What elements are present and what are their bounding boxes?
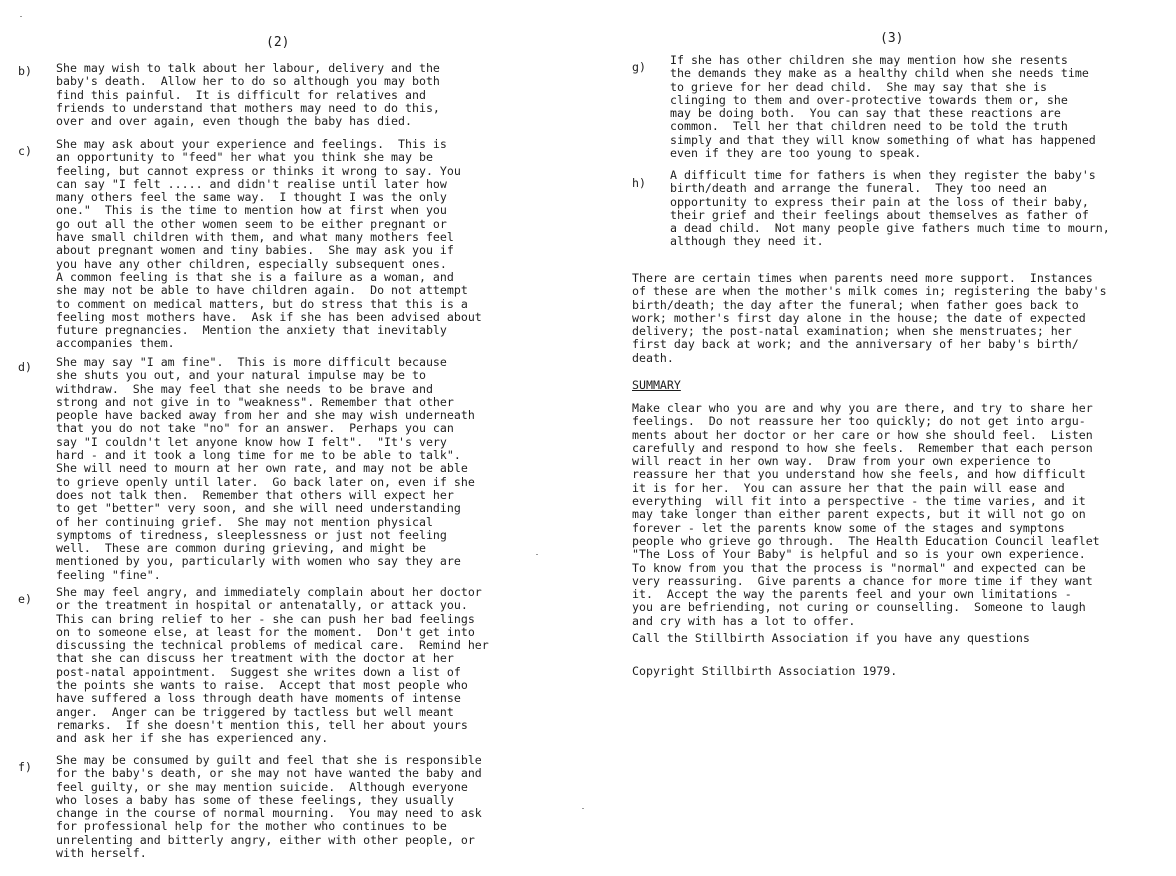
item-h-text [670,169,1110,249]
text-line: of these are when the mother's milk comes in; registering the baby's [632,284,1107,299]
text-line: This can bring relief to her - she can push her bad feelings [56,611,475,626]
call-line [632,632,1030,645]
text-line: forever - let the parents know some of the stages and symptons [632,520,1065,535]
text-line: even if they are too young to speak. [670,146,922,161]
item-marker: e) [18,592,32,606]
text-line: A common feeling is that she is a failure as a woman, and [56,269,454,284]
text-line: to grieve for her dead child. She may say that she is [670,79,1047,94]
text-line: birth/death and arrange the funeral. They too need an [670,181,1047,196]
item-c-text [56,138,482,351]
text-line: feeling most mothers have. Ask if she has been advised about [56,309,482,324]
text-line: a dead child. Not many people give fathers much time to mourn, [670,221,1110,236]
text-line: discussing the technical problems of medical care. Remind her [56,638,489,653]
text-line: symptoms of tiredness, sleeplessness or just not feeling [56,527,447,542]
text-line: to get "better" very soon, and she will need understanding [56,501,461,516]
text-line: hard - and it took a long time for me to be able to talk". [56,448,461,463]
text-line: unrelenting and bitterly angry, either with other people, or [56,832,475,847]
text-line: you are befriending, not curing or counselling. Someone to laugh [632,600,1086,615]
text-line: future pregnancies. Mention the anxiety that inevitably [56,323,447,338]
text-line: go out all the other women seem to be either pregnant or [56,216,447,231]
text-line: first day back at work; and the anniversary of her baby's birth/ [632,337,1079,352]
text-line: about pregnant women and tiny babies. She may ask you if [56,243,454,258]
item-g-text [670,54,1096,160]
text-line: "The Loss of Your Baby" is helpful and so is your own experience. [632,547,1086,562]
text-line: will react in her own way. Draw from your own experience to [632,454,1051,469]
text-line: with herself. [56,846,147,861]
text-line: people have backed away from her and she may wish underneath [56,408,475,423]
text-line: many others feel the same way. I thought I was the only [56,190,447,205]
text-line: She may ask about your experience and feelings. This is [56,137,447,151]
item-b-text [56,62,440,128]
item-marker: g) [632,60,646,74]
left-page-number: (2) [266,35,290,50]
text-line: to comment on medical matters, but do stress that this is a [56,296,468,311]
text-line: A difficult time for fathers is when they register the baby's [670,168,1096,182]
text-line: birth/death; the day after the funeral; when father goes back to [632,297,1079,312]
text-line: well. These are common during grieving, and might be [56,541,426,556]
text-line: baby's death. Allow her to do so although you may both [56,74,440,89]
text-line: the demands they make as a healthy child when she needs time [670,66,1089,81]
text-line: feel guilty, or she may mention suicide. Although everyone [56,779,468,794]
text-line: feelings. Do not reassure her too quickly; do not get into argu- [632,414,1086,429]
text-line: of her continuing grief. She may not mention physical [56,514,433,529]
copyright-line [632,665,897,678]
text-line: She may wish to talk about her labour, delivery and the [56,61,440,75]
text-line: on to someone else, at least for the moment. Don't get into [56,624,475,639]
text-line: one." This is the time to mention how at first when you [56,203,447,218]
text-line: for professional help for the mother who continues to be [56,819,447,834]
text-line: may take longer than either parent expects, but it will not go on [632,507,1086,522]
item-e-text [56,586,489,746]
text-line: clinging to them and over-protective towards them or, she [670,92,1068,107]
text-line: Make clear who you are and why you are there, and try to share her [632,401,1093,415]
text-line: opportunity to express their pain at the loss of their baby, [670,194,1089,209]
scan-speck [582,808,584,809]
scan-speck [20,16,22,17]
text-line: mentioned by you, particularly with women who say they are [56,554,461,569]
text-line: She may say "I am fine". This is more difficult because [56,355,447,369]
text-line: it is for her. You can assure her that the pain will ease and [632,480,1065,495]
item-marker: f) [18,760,32,774]
item-marker: b) [18,64,32,78]
text-line: and ask her if she has experienced any. [56,731,329,746]
text-line: work; mother's first day alone in the house; the date of expected [632,310,1086,325]
text-line: change in the course of normal mourning. You may need to ask [56,806,482,821]
text-line: say "I couldn't let anyone know how I felt". "It's very [56,434,447,449]
text-line: or the treatment in hospital or antenatally, or attack you. [56,598,468,613]
text-line: people who grieve go through. The Health Education Council leaflet [632,533,1100,548]
text-line: she shuts you out, and your natural impulse may be to [56,368,426,383]
text-line: the points she wants to raise. Accept that most people who [56,678,468,693]
item-marker: d) [18,360,32,374]
item-marker: h) [632,176,646,190]
item-marker: c) [18,144,32,158]
summary-paragraph [632,402,1100,628]
text-line: simply and that they will know something of what has happened [670,132,1096,147]
text-line: withdraw. She may feel that she needs to be brave and [56,381,433,396]
text-line: can say "I felt ..... and didn't realise until later how [56,176,447,191]
text-line: friends to understand that mothers may need to do this, [56,100,440,115]
text-line: remarks. If she doesn't mention this, tell her about yours [56,717,468,732]
text-line: There are certain times when parents need more support. Instances [632,271,1093,285]
text-line: that she can discuss her treatment with the doctor at her [56,651,454,666]
text-line: you have any other children, especially subsequent ones. [56,256,447,271]
text-line: have small children with them, and what many mothers feel [56,230,454,245]
text-line: To know from you that the process is "normal" and expected can be [632,560,1086,575]
support-paragraph [632,272,1107,365]
text-line: for the baby's death, or she may not have wanted the baby and [56,766,482,781]
text-line: their grief and their feelings about themselves as father of [670,207,1089,222]
text-line: that you do not take "no" for an answer. Perhaps you can [56,421,454,436]
text-line: If she has other children she may mention how she resents [670,53,1068,67]
text-line: strong and not give in to "weakness". Remember that other [56,394,454,409]
text-line: she may not be able to have children again. Do not attempt [56,283,468,298]
right-page-number: (3) [880,31,904,46]
text-line: carefully and respond to how she feels. Remember that each person [632,440,1093,455]
text-line: She may be consumed by guilt and feel that she is responsible [56,753,482,767]
text-line: over and over again, even though the baby has died. [56,114,412,129]
text-line: to grieve openly until later. Go back later on, even if she [56,474,475,489]
item-f-text [56,754,482,860]
text-line: who loses a baby has some of these feelings, they usually [56,792,454,807]
copyright-line-text: Copyright Stillbirth Association 1979. [632,664,898,678]
text-line: anger. Anger can be triggered by tactless but well meant [56,704,454,719]
text-line: death. [632,350,674,365]
text-line: She may feel angry, and immediately complain about her doctor [56,585,482,599]
text-line: everything will fit into a perspective - the time varies, and it [632,494,1086,509]
summary-heading-text: SUMMARY [632,378,681,392]
text-line: does not talk then. Remember that others will expect her [56,487,454,502]
text-line: accompanies them. [56,336,175,351]
text-line: and cry with has a lot to offer. [632,613,856,628]
text-line: common. Tell her that children need to be told the truth [670,119,1068,134]
text-line: feeling "fine". [56,567,161,582]
text-line: reassure her that you understand how she feels, and how difficult [632,467,1086,482]
text-line: ments about her doctor or her care or how she should feel. Listen [632,427,1093,442]
summary-heading [632,379,681,392]
text-line: an opportunity to "feed" her what you think she may be [56,150,433,165]
text-line: have suffered a loss through death have moments of intense [56,691,461,706]
text-line: although they need it. [670,234,824,249]
text-line: it. Accept the way the parents feel and your own limitations - [632,587,1072,602]
text-line: delivery; the post-natal examination; when she menstruates; her [632,324,1072,339]
text-line: feeling, but cannot express or thinks it wrong to say. You [56,163,461,178]
scan-speck [536,554,538,555]
text-line: find this painful. It is difficult for relatives and [56,87,426,102]
call-line-text: Call the Stillbirth Association if you have any questions [632,631,1030,645]
text-line: may be doing both. You can say that these reactions are [670,106,1061,121]
item-d-text [56,356,475,582]
text-line: post-natal appointment. Suggest she writes down a list of [56,664,461,679]
text-line: very reassuring. Give parents a chance for more time if they want [632,573,1093,588]
text-line: She will need to mourn at her own rate, and may not be able [56,461,468,476]
